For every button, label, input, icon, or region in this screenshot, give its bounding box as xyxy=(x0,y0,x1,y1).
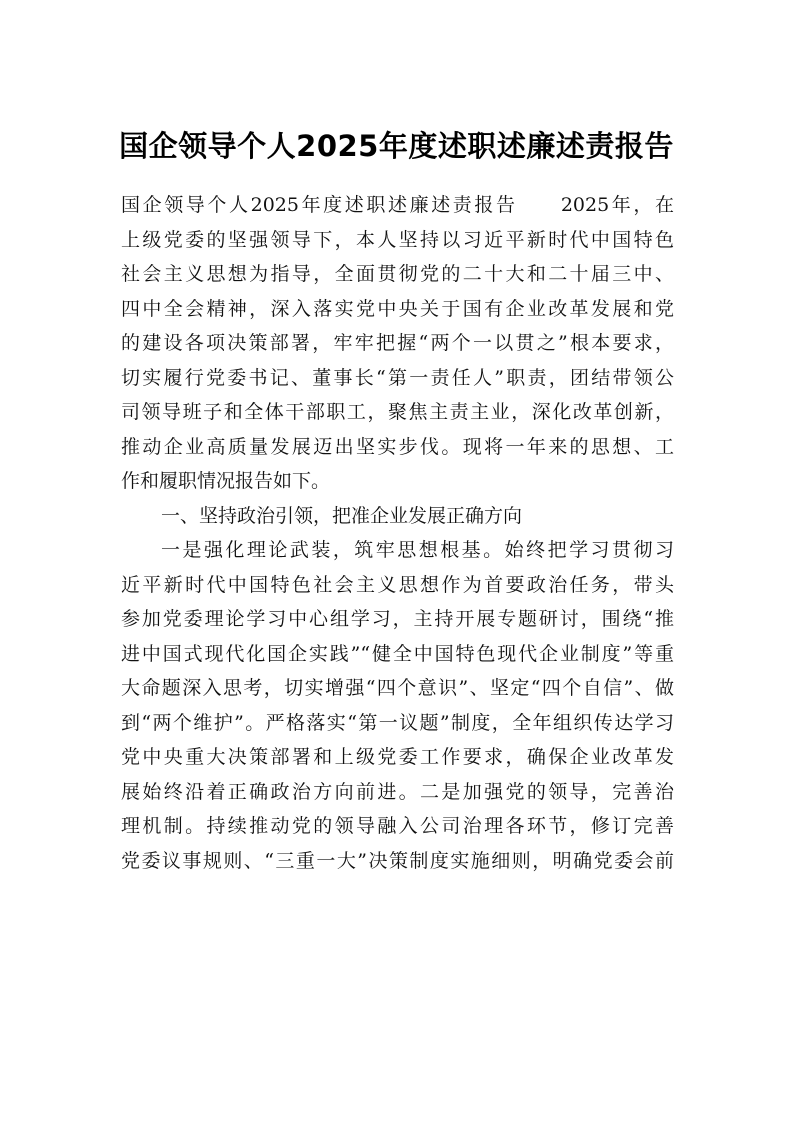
document-body xyxy=(121,188,674,878)
body-line: 国企领导个人2025年度述职述廉述责报告 2025年，在 xyxy=(121,194,674,216)
body-line: 切实履行党委书记、董事长“第一责任人”职责，团结带领公 xyxy=(121,366,674,389)
body-line: 理机制。持续推动党的领导融入公司治理各环节，修订完善 xyxy=(121,815,674,837)
body-line: 党中央重大决策部署和上级党委工作要求，确保企业改革发 xyxy=(121,746,674,768)
body-line: 展始终沿着正确政治方向前进。二是加强党的领导，完善治 xyxy=(121,780,674,803)
body-line: 大命题深入思考，切实增强“四个意识”、坚定“四个自信”、做 xyxy=(121,677,674,699)
body-line: 进中国式现代化国企实践”“健全中国特色现代企业制度”等重 xyxy=(121,642,674,665)
body-line: 作和履职情况报告如下。 xyxy=(121,470,331,492)
body-line: 上级党委的坚强领导下，本人坚持以习近平新时代中国特色 xyxy=(121,228,674,251)
body-line: 推动企业高质量发展迈出坚实步伐。现将一年来的思想、工 xyxy=(121,435,674,458)
document-title: 国企领导个人2025年度述职述廉述责报告 xyxy=(119,129,674,163)
body-line: 社会主义思想为指导，全面贯彻党的二十大和二十届三中、 xyxy=(121,263,674,285)
body-line: 司领导班子和全体干部职工，聚焦主责主业，深化改革创新， xyxy=(121,401,674,423)
body-line: 党委议事规则、“三重一大”决策制度实施细则，明确党委会前 xyxy=(121,849,674,872)
body-line: 参加党委理论学习中心组学习，主持开展专题研讨，围绕“推 xyxy=(121,608,674,630)
body-line: 四中全会精神，深入落实党中央关于国有企业改革发展和党 xyxy=(121,297,674,320)
body-line: 近平新时代中国特色社会主义思想作为首要政治任务，带头 xyxy=(121,573,674,596)
body-line: 的建设各项决策部署，牢牢把握“两个一以贯之”根本要求， xyxy=(121,332,674,354)
section-heading: 一、坚持政治引领，把准企业发展正确方向 xyxy=(161,504,523,527)
body-line: 一是强化理论武装，筑牢思想根基。始终把学习贯彻习 xyxy=(161,539,674,561)
body-line: 到“两个维护”。严格落实“第一议题”制度，全年组织传达学习 xyxy=(121,711,674,734)
